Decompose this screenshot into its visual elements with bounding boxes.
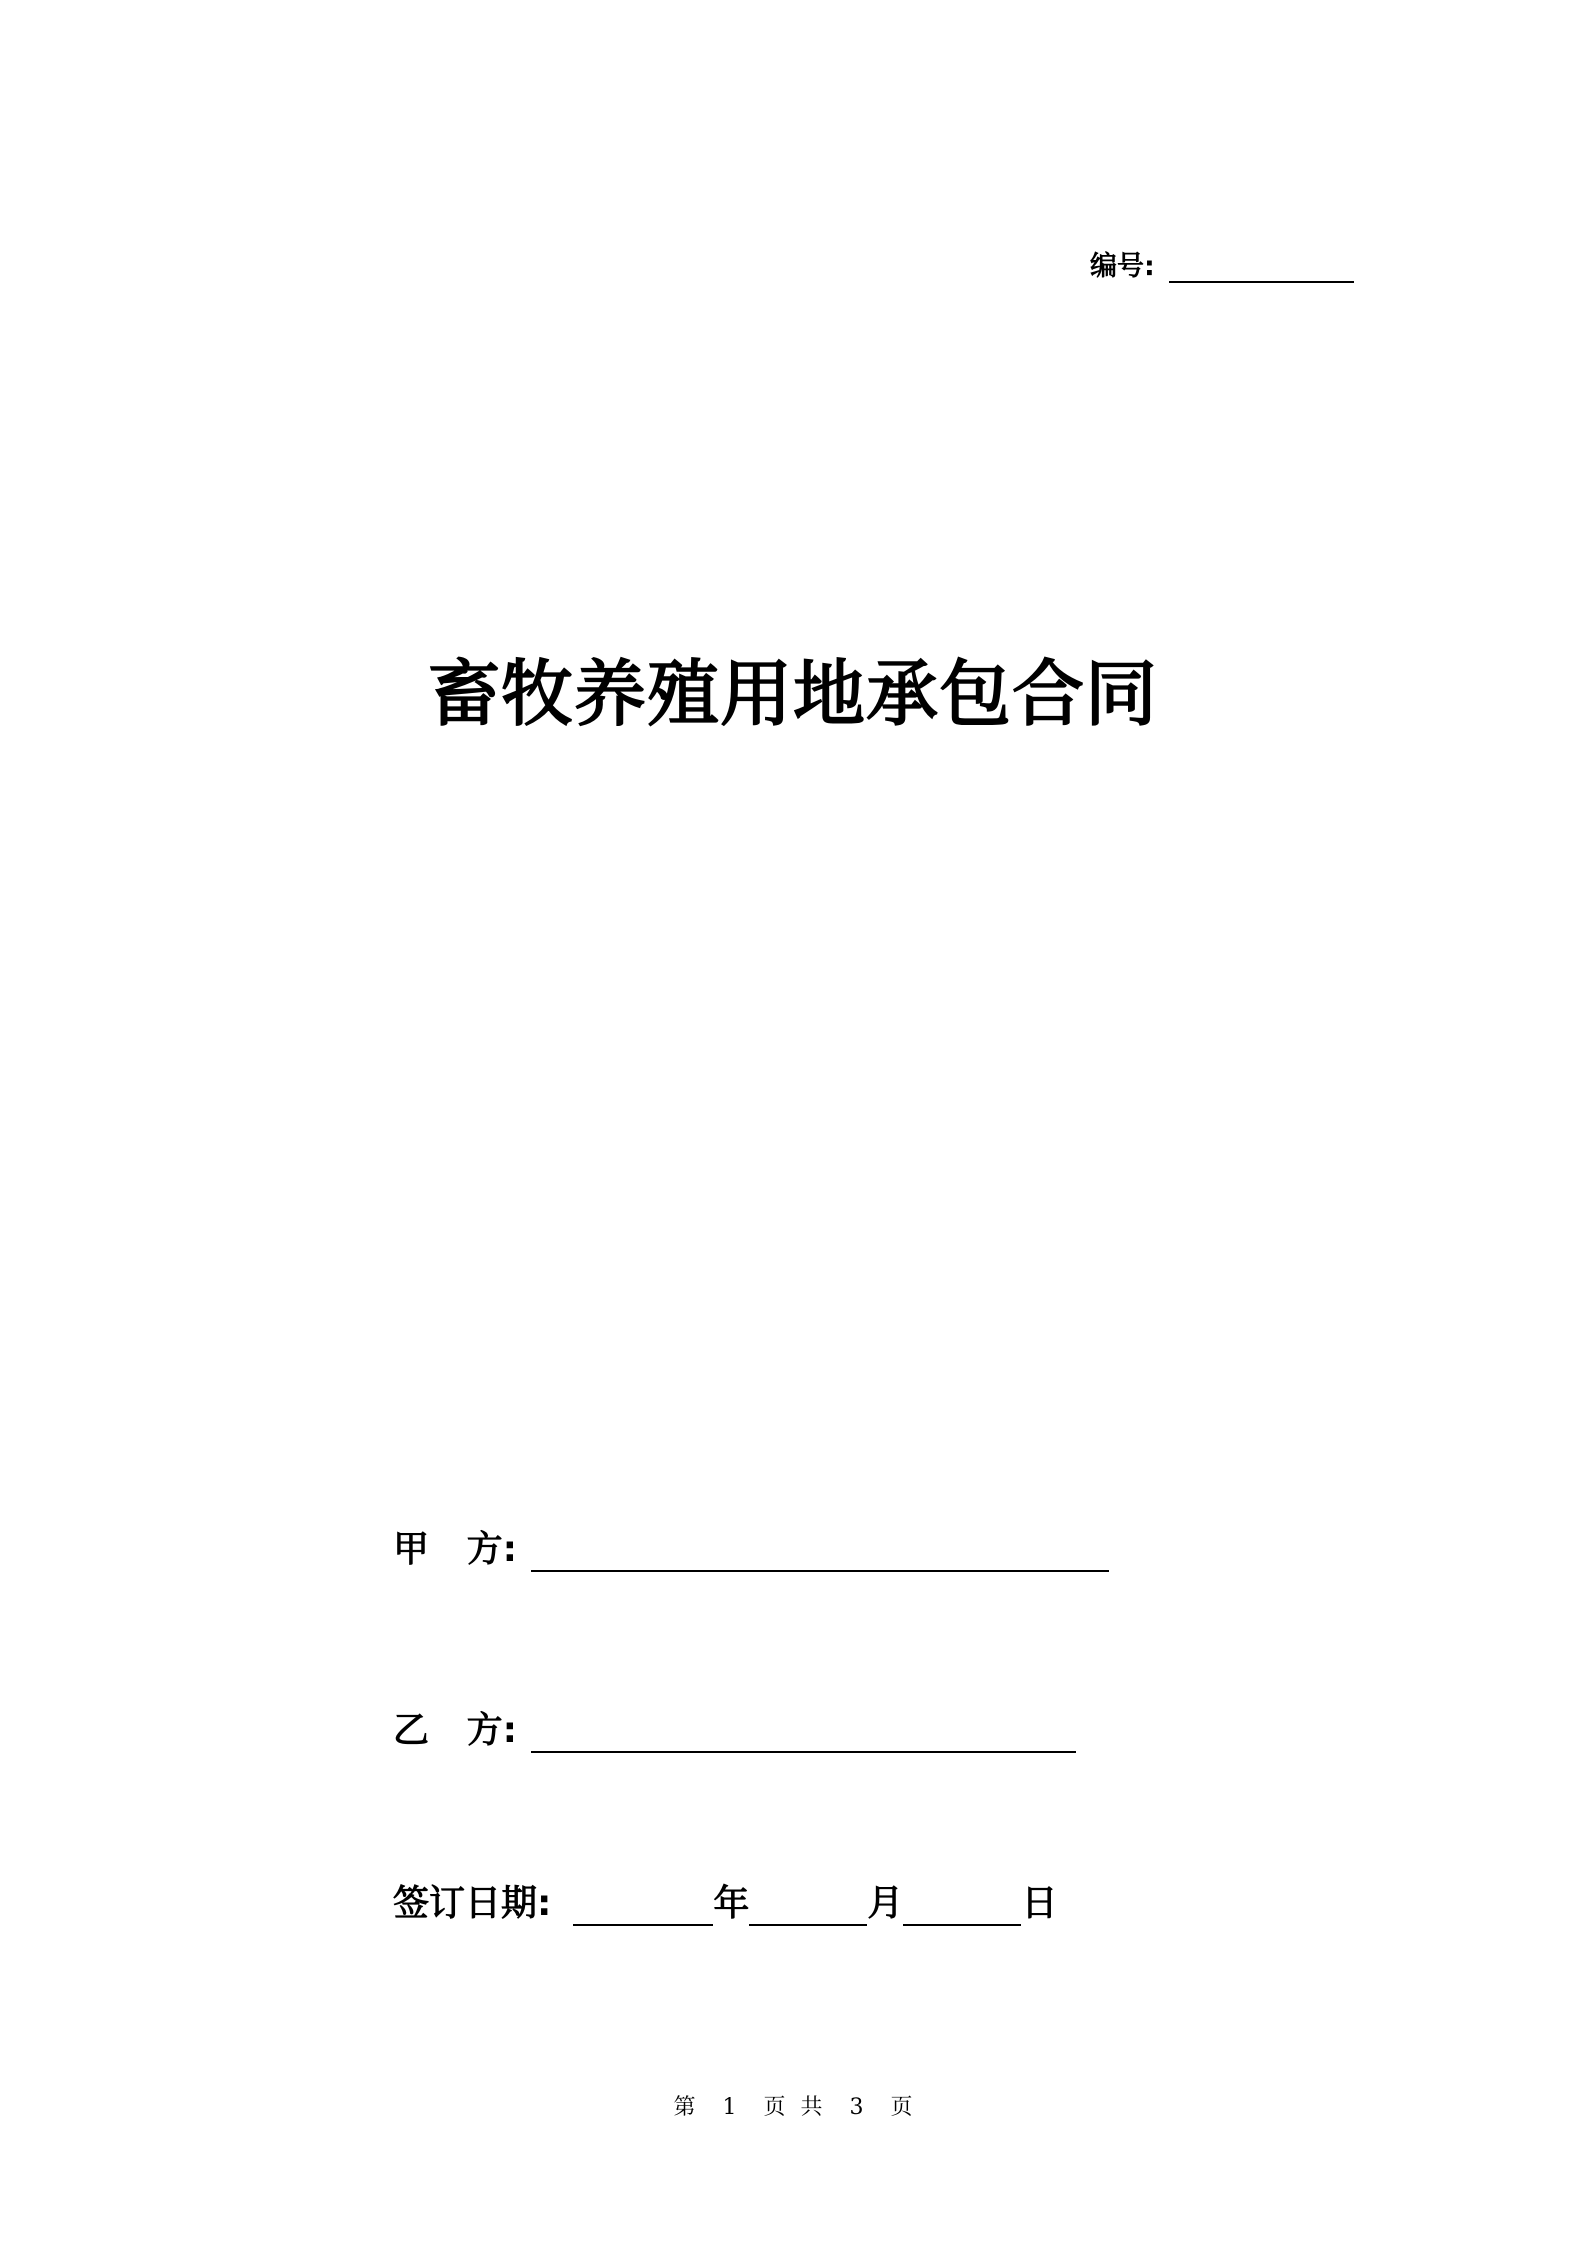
party-b-row <box>393 1702 1076 1753</box>
page-prefix: 第 <box>673 2095 696 2120</box>
month-label: 月 <box>867 1883 904 1924</box>
year-label: 年 <box>713 1883 750 1924</box>
document-number-label: 编号: <box>1090 251 1155 282</box>
year-field[interactable] <box>573 1886 713 1926</box>
page-mid: 页 共 <box>763 2095 823 2120</box>
page-total: 3 <box>849 2095 864 2120</box>
document-number <box>1090 244 1354 283</box>
day-field[interactable] <box>903 1886 1021 1926</box>
party-a-label: 甲 方: <box>393 1529 517 1570</box>
signing-date-label: 签订日期: <box>393 1883 552 1924</box>
document-number-field[interactable] <box>1169 249 1354 283</box>
page-suffix: 页 <box>890 2095 913 2120</box>
contract-title: 畜牧养殖用地承包合同 <box>427 652 1158 736</box>
day-label: 日 <box>1021 1883 1058 1924</box>
party-b-field[interactable] <box>531 1713 1076 1753</box>
page-current: 1 <box>722 2095 737 2120</box>
month-field[interactable] <box>749 1886 867 1926</box>
party-b-label: 乙 方: <box>393 1710 517 1751</box>
signing-date-row <box>393 1875 1057 1926</box>
party-a-field[interactable] <box>531 1532 1109 1572</box>
party-a-row <box>393 1521 1109 1572</box>
page-footer <box>0 2090 1586 2121</box>
